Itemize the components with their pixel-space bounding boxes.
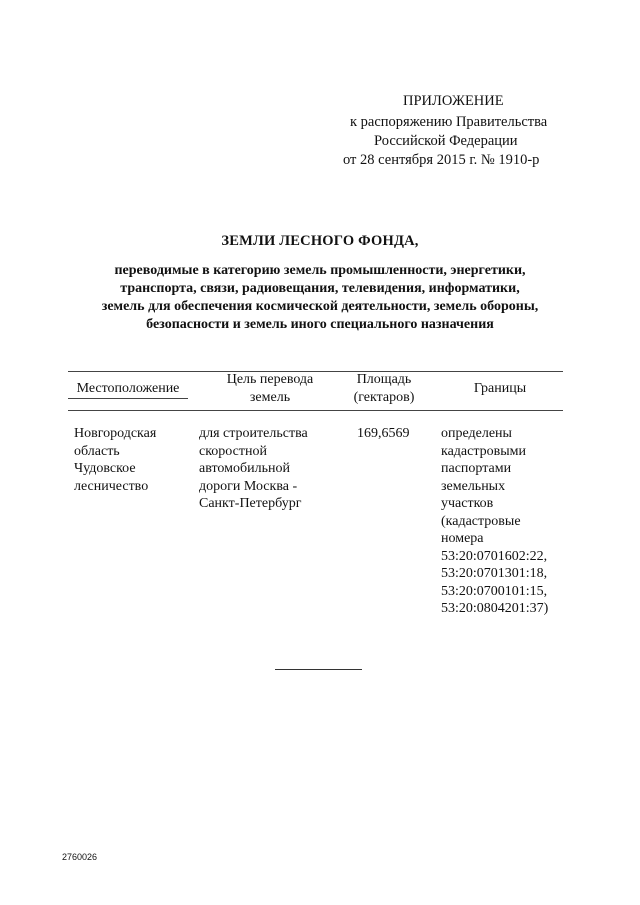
cell-line: Чудовское <box>74 461 136 476</box>
cell-line: автомобильной <box>199 461 290 476</box>
cell-line: кадастровыми <box>441 443 527 459</box>
cell-line: Санкт-Петербург <box>199 496 302 511</box>
cell-line: паспортами <box>441 461 512 476</box>
cell-line: участков <box>441 496 494 511</box>
header-bounds-label: Границы <box>473 381 527 396</box>
appendix-line-1: к распоряжению Правительства <box>350 114 548 130</box>
cell-line: скоростной <box>199 443 267 459</box>
cell-bounds <box>441 425 548 618</box>
cell-line: дороги Москва - <box>199 478 298 494</box>
cell-location <box>74 425 156 495</box>
document-subtitle <box>60 262 580 334</box>
document-title: ЗЕМЛИ ЛЕСНОГО ФОНДА, <box>221 233 419 249</box>
cell-line: (кадастровые <box>441 513 521 529</box>
header-location-label: Местоположение <box>68 380 188 399</box>
cell-purpose <box>199 425 308 513</box>
cell-line: 53:20:0700101:15, <box>441 583 548 599</box>
document-end-rule <box>275 669 362 670</box>
appendix-line-3: от 28 сентября 2015 г. № 1910-р <box>343 152 540 168</box>
header-area-line-2: (гектаров) <box>353 390 415 405</box>
cell-line: земельных <box>441 478 506 494</box>
cell-line: определены <box>441 426 512 441</box>
appendix-line-2: Российской Федерации <box>374 133 518 149</box>
header-purpose-line-1: Цель перевода <box>226 372 314 387</box>
table-header-rule <box>68 410 563 411</box>
subtitle-line: транспорта, связи, радиовещания, телевидения, информатики, <box>120 281 520 296</box>
appendix-heading: ПРИЛОЖЕНИЕ <box>403 93 504 109</box>
cell-line: Новгородская <box>74 426 157 441</box>
document-code: 2760026 <box>62 852 98 862</box>
cell-area: 169,6569 <box>357 426 410 441</box>
cell-line: для строительства <box>199 426 308 441</box>
cell-line: 53:20:0701602:22, <box>441 548 548 564</box>
cell-line: 53:20:0804201:37) <box>441 601 549 616</box>
subtitle-line: земель для обеспечения космической деятельности, земель обороны, <box>101 299 539 314</box>
header-purpose-line-2: земель <box>249 390 291 405</box>
subtitle-line: безопасности и земель иного специального назначения <box>146 317 494 332</box>
header-bounds <box>440 380 560 398</box>
cell-line: 53:20:0701301:18, <box>441 566 548 581</box>
cell-line: область <box>74 443 120 459</box>
header-area-line-1: Площадь <box>356 372 412 387</box>
cell-line: номера <box>441 531 484 546</box>
cell-line: лесничество <box>74 478 149 494</box>
header-area <box>345 371 423 407</box>
header-location <box>68 380 188 399</box>
header-purpose <box>210 371 330 407</box>
subtitle-line: переводимые в категорию земель промышленности, энергетики, <box>114 263 526 278</box>
